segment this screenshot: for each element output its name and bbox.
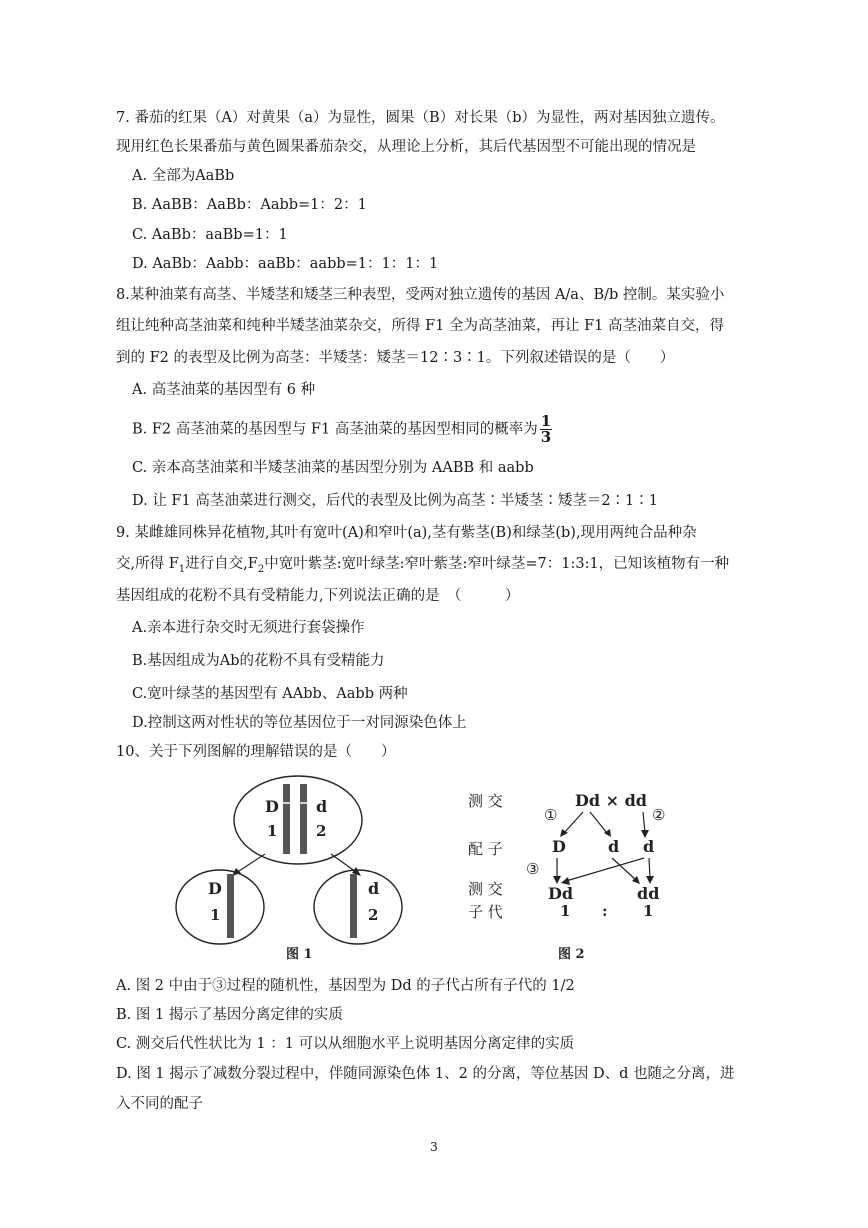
- q10-option-a: A. 图 2 中由于③过程的随机性，基因型为 Dd 的子代占所有子代的 1/2: [116, 978, 575, 994]
- gamete-d-2: d: [643, 837, 655, 856]
- left-chromosome-number: 1: [210, 906, 221, 924]
- label-offspring-line2: 子 代: [468, 903, 503, 921]
- arrow-dd-to-d: [643, 812, 645, 833]
- label-offspring-line1: 测 交: [468, 880, 503, 898]
- fraction-one-third: [540, 414, 552, 445]
- figure-2-caption: 图 2: [558, 947, 585, 962]
- gamete-D: D: [552, 837, 566, 856]
- chromosome-2: [300, 784, 307, 854]
- q8-option-a: A. 高茎油菜的基因型有 6 种: [132, 382, 316, 398]
- q10-option-d-line1: D. 图 1 揭示了减数分裂过程中，伴随同源染色体 1、2 的分离，等位基因 D、d 也随之分离，进: [116, 1066, 735, 1082]
- right-gene-letter: d: [368, 879, 380, 898]
- top-left-gene-letter: D: [265, 797, 279, 816]
- chromosome-1-daughter: [227, 874, 234, 938]
- q10-option-b: B. 图 1 揭示了基因分离定律的实质: [116, 1007, 343, 1023]
- figure-1-chromosome-separation: [170, 770, 430, 970]
- q10-option-c: C. 测交后代性状比为 1 ：1 可以从细胞水平上说明基因分离定律的实质: [116, 1036, 575, 1052]
- q7-stem-line2: 现用红色长果番茄与黄色圆果番茄杂交，从理论上分析，其后代基因型不可能出现的情况是: [116, 139, 696, 155]
- arrow-Dd-to-D: [564, 812, 583, 833]
- chromosome-2-daughter: [350, 874, 357, 938]
- q10-option-d-line2: 入不同的配子: [116, 1096, 203, 1112]
- ratio-dd: 1: [643, 902, 654, 920]
- q9-option-b: B.基因组成为Ab的花粉不具有受精能力: [132, 653, 385, 669]
- q9-option-d: D.控制这两对性状的等位基因位于一对同源染色体上: [132, 715, 467, 731]
- q7-stem-line1: 7. 番茄的红果（A）对黄果（a）为显性，圆果（B）对长果（b）为显性，两对基因独立遗传。: [116, 110, 725, 126]
- figure-2-test-cross: [460, 782, 700, 970]
- ratio-colon: :: [602, 902, 608, 920]
- arrow-d-to-dd-2: [649, 858, 650, 879]
- arrowhead: [646, 876, 654, 884]
- arrow-Dd-to-d: [590, 812, 607, 833]
- q9-option-a: A.亲本进行杂交时无须进行套袋操作: [132, 620, 365, 636]
- parent-genotypes: Dd × dd: [575, 791, 647, 810]
- arrow-d-to-Dd: [566, 858, 644, 881]
- q7-option-b: B. AaBB：AaBb：Aabb=1：2：1: [132, 197, 367, 213]
- top-right-chromosome-number: 2: [316, 822, 327, 840]
- fraction-denominator: 3: [540, 428, 552, 446]
- split-arrow-right: [331, 854, 356, 872]
- q7-option-a: A. 全部为AaBb: [132, 168, 235, 184]
- fraction-numerator: 1: [540, 412, 552, 430]
- q9-stem-part: 进行自交,F: [185, 556, 258, 572]
- q7-option-c: C. AaBb：aaBb=1：1: [132, 227, 288, 243]
- left-gene-letter: D: [208, 879, 222, 898]
- subscript-2: 2: [257, 563, 265, 575]
- subscript-1: 1: [178, 563, 186, 575]
- chromosome-1: [283, 784, 290, 854]
- process-3-marker: ③: [526, 860, 540, 878]
- q9-stem-line2: [116, 554, 729, 580]
- q9-stem-part: 交,所得 F: [116, 556, 179, 572]
- offspring-Dd: Dd: [548, 884, 574, 903]
- top-right-gene-letter: d: [316, 797, 328, 816]
- q8-option-b: [132, 414, 552, 445]
- q9-stem-part: 中宽叶紫茎:宽叶绿茎:窄叶紫茎:窄叶绿茎=7：1:3:1，已知该植物有一种: [264, 556, 730, 572]
- offspring-dd: dd: [637, 884, 660, 903]
- daughter-cell-right: [314, 870, 402, 944]
- q8-stem-line1: 8.某种油菜有高茎、半矮茎和矮茎三种表型，受两对独立遗传的基因 A/a、B/b 控制。某实验小: [116, 287, 725, 303]
- q10-stem: 10、关于下列图解的理解错误的是（ ）: [116, 744, 396, 760]
- process-2-marker: ②: [652, 806, 666, 824]
- ratio-Dd: 1: [560, 902, 571, 920]
- q9-stem-line3: 基因组成的花粉不具有受精能力,下列说法正确的是 （ ）: [116, 588, 520, 604]
- q7-option-d: D. AaBb：Aabb：aaBb：aabb=1：1：1：1: [132, 256, 439, 272]
- label-test-cross: 测 交: [468, 792, 503, 810]
- parent-cell: [234, 776, 362, 864]
- q8-stem-line2: 组让纯种高茎油菜和纯种半矮茎油菜杂交，所得 F1 全为高茎油菜，再让 F1 高茎油菜自交，得: [116, 318, 725, 334]
- gamete-d-1: d: [608, 837, 620, 856]
- q8-option-d: D. 让 F1 高茎油菜进行测交，后代的表型及比例为高茎∶半矮茎∶矮茎＝2∶1∶1: [132, 493, 659, 509]
- q9-option-c: C.宽叶绿茎的基因型有 AAbb、Aabb 两种: [132, 686, 408, 702]
- split-arrow-left: [236, 854, 265, 873]
- label-gametes: 配 子: [468, 840, 503, 858]
- page-number: 3: [430, 1140, 438, 1154]
- arrowhead: [553, 876, 561, 884]
- figure-1-caption: 图 1: [286, 947, 313, 962]
- top-left-chromosome-number: 1: [267, 822, 278, 840]
- q8-stem-line3: 到的 F2 的表型及比例为高茎：半矮茎：矮茎＝12∶3∶1。下列叙述错误的是（ ）: [116, 350, 675, 366]
- q8-option-b-text: B. F2 高茎油菜的基因型与 F1 高茎油菜的基因型相同的概率为: [132, 421, 538, 438]
- right-chromosome-number: 2: [368, 906, 379, 924]
- process-1-marker: ①: [544, 806, 558, 824]
- q8-option-c: C. 亲本高茎油菜和半矮茎油菜的基因型分别为 AABB 和 aabb: [132, 460, 534, 476]
- q9-stem-line1: 9. 某雌雄同株异花植物,其叶有宽叶(A)和窄叶(a),茎有紫茎(B)和绿茎(b),现用两纯合品种杂: [116, 525, 697, 541]
